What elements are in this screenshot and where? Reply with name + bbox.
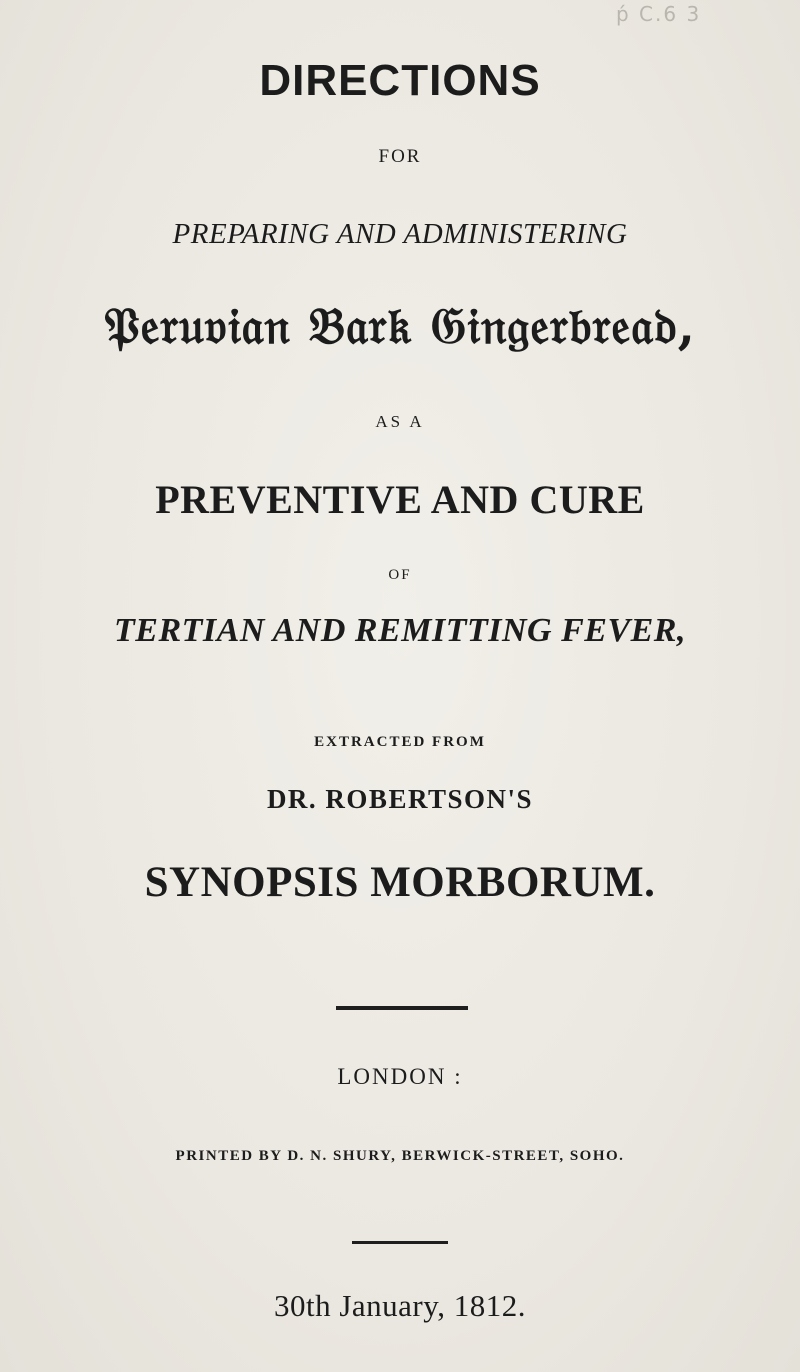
as-a-label: AS A [375, 412, 425, 431]
imprint-place: LONDON : [337, 1064, 463, 1089]
imprint-printer: PRINTED BY D. N. SHURY, BERWICK-STREET, SOHO. [175, 1148, 625, 1164]
author-line: DR. ROBERTSON'S [266, 784, 534, 814]
for-label: FOR [378, 146, 422, 167]
divider-rule-small [352, 1241, 448, 1244]
divider-rule [336, 1006, 468, 1010]
handwritten-annotation: ṕ C.6 3 [616, 2, 702, 26]
work-title: SYNOPSIS MORBORUM. [144, 859, 656, 906]
preventive-heading: PREVENTIVE AND CURE [155, 477, 645, 522]
subtitle-preparing: PREPARING AND ADMINISTERING [172, 218, 628, 250]
fever-heading: TERTIAN AND REMITTING FEVER, [114, 612, 686, 649]
blackletter-title: 𝔓𝔢𝔯𝔲𝔳𝔦𝔞𝔫 𝔅𝔞𝔯𝔨 𝔊𝔦𝔫𝔤𝔢𝔯𝔟𝔯𝔢𝔞𝔡, [103, 296, 697, 355]
page-title: DIRECTIONS [259, 56, 541, 105]
extracted-from-label: EXTRACTED FROM [314, 734, 486, 750]
of-label: OF [388, 567, 412, 583]
imprint-date: 30th January, 1812. [273, 1288, 526, 1323]
